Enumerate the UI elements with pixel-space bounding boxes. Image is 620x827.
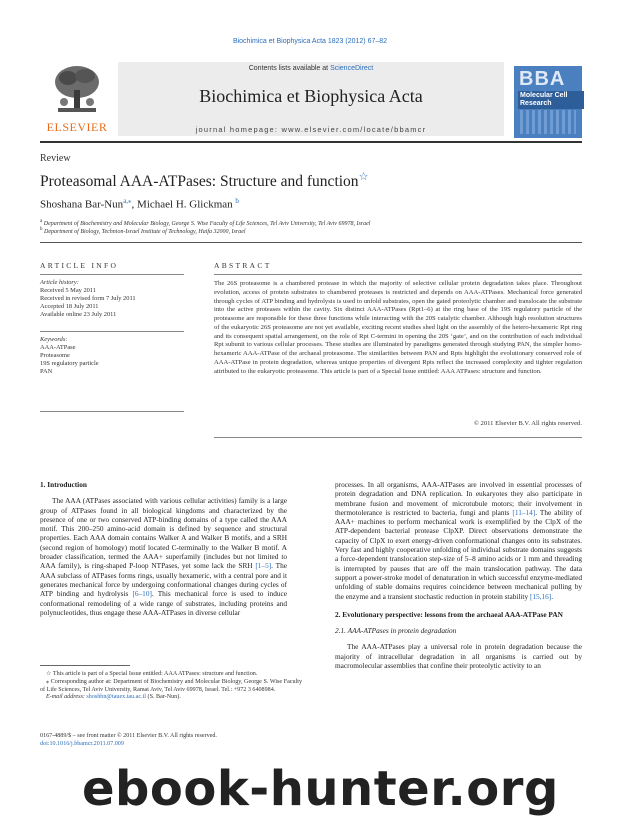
text-run: . <box>551 591 554 601</box>
footnote-special-issue: ☆ This article is part of a Special Issue entitled: AAA ATPases: structure and function. <box>46 671 258 677</box>
affiliation-b-text: Department of Biology, Technion-Israel Institute of Technology, Haifa 32000, Israel <box>44 229 246 235</box>
abstract-rule-bottom <box>214 437 582 438</box>
body-column-left <box>40 480 287 617</box>
affiliation-a-mark: a <box>40 219 43 224</box>
footnote-rule <box>40 665 130 666</box>
elsevier-tree-icon <box>50 62 104 116</box>
article-info-rule-bottom <box>40 411 184 412</box>
cover-title: BBA <box>519 68 566 90</box>
email-label: E-mail address: <box>46 694 87 701</box>
cover-subtitle: Molecular Cell Research <box>518 91 584 109</box>
section-2-1-paragraph: The AAA-ATPases play a universal role in protein degradation because the majority of intracellular degradation in all organisms is carried out by macromolecular assemblies that confine their proteolytic activity to an <box>335 642 582 671</box>
issn-block <box>40 733 217 749</box>
affiliation-rule <box>40 242 582 243</box>
article-title <box>40 170 368 191</box>
article-info-heading: ARTICLE INFO <box>40 261 119 270</box>
article-title-text: Proteasomal AAA-ATPases: Structure and function <box>40 173 359 191</box>
copyright: © 2011 Elsevier B.V. All rights reserved. <box>473 420 582 427</box>
doi-link[interactable]: doi:10.1016/j.bbamcr.2011.07.009 <box>40 740 124 747</box>
history-item: Accepted 18 July 2011 <box>40 303 99 311</box>
cover-pattern <box>520 110 576 134</box>
contents-line <box>118 65 504 72</box>
text-run: The AAA (ATPases associated with various cellular activities) family is a large group of ATPases found in all biological kingdoms and characterized by the presence of one or two conserved ATP-binding domains of a type called the AAA motif. This 200–250 amino-acid domain is defined by sequence and structural properties. Each AAA domain contains Walker A and Walker B motifs, and a SRH (second region of homology) motif located C-terminally to the Walker B motif. A broader classification, termed the AAA+ superfamily (includes but not limited to AAA family), is ring-shaped P-loop NTPases, yet some lack the SRH <box>40 496 287 571</box>
sciencedirect-link[interactable]: ScienceDirect <box>330 65 374 72</box>
title-footnote-mark[interactable]: ☆ <box>358 171 369 183</box>
citation-link[interactable]: [11–14] <box>512 507 536 517</box>
journal-title: Biochimica et Biophysica Acta <box>199 86 423 106</box>
watermark-text: ebook-hunter.org <box>82 761 559 817</box>
footnote-corresponding: ⁎ Corresponding author at: Department of Biochemistry and Molecular Biology, George S. Wise Faculty of Life Sciences, Tel Aviv University, Ramat Aviv, Tel Aviv 69978, Israel. Tel.: +972 3 6408984. <box>40 678 302 693</box>
article-info-rule-top <box>40 274 184 275</box>
section-2-1-heading: 2.1. AAA-ATPases in protein degradation <box>335 626 457 636</box>
keyword: Proteasome <box>40 352 70 360</box>
journal-cover-image[interactable] <box>514 66 582 138</box>
article-type: Review <box>40 153 71 164</box>
history-item: Received 5 May 2011 <box>40 287 97 294</box>
abstract-heading: ABSTRACT <box>214 261 272 270</box>
contents-prefix: Contents lists available at <box>248 65 331 72</box>
citation-link[interactable]: [1–5] <box>255 561 272 571</box>
keyword: PAN <box>40 368 53 376</box>
journal-reference[interactable]: Biochimica et Biophysica Acta 1823 (2012) 67–82 <box>232 38 388 45</box>
body-column-right <box>335 480 582 670</box>
author-1: Shoshana Bar-Nun <box>40 198 124 211</box>
section-2-heading: 2. Evolutionary perspective: lessons from the archaeal AAA-ATPase PAN <box>335 609 563 619</box>
watermark <box>82 756 620 827</box>
authors <box>40 197 239 211</box>
journal-homepage[interactable]: journal homepage: www.elsevier.com/locate/bbamcr <box>195 125 427 134</box>
footnote-email <box>40 694 302 702</box>
text-run: . This mechanical force is used to induce conformational remodeling of a wide range of substrates, including proteins and polynucleotides, thus engage these AAA-ATPases in diverse cellular <box>40 589 287 617</box>
intro-paragraph <box>40 496 287 617</box>
email-suffix: (S. Bar-Nun). <box>146 694 181 701</box>
citation-link[interactable]: [6–10] <box>132 589 152 599</box>
right-paragraph <box>335 480 582 601</box>
affiliation-b <box>40 227 246 235</box>
abstract-text: The 26S proteasome is a chambered protease in which the majority of selective cellular protein degradation takes place. Throughout evolution, access of protein substrates to chambered proteases is restricted and depends on AAA-ATPases. Mechanical force generated through cycles of ATP binding and hydrolysis is used to unfold substrates, open the gated proteolytic chamber and translocate the substrate into the active proteases within the cavity. Six distinct AAA-ATPases (Rpt1–6) at the ring base of the 19S regulatory particle of the proteasome are responsible for these three functions while interacting with the 20S catalytic chamber. Although high resolution structures of the eukaryotic 26S proteasome are not yet available, exciting recent studies shed light on the assembly of the hetero-hexameric Rpt ring and its consequent spatial arrangement, on the role of Rpt C-termini in opening the 20S ‘gate’, and on the contribution of each individual Rpt subunit to various cellular processes. These studies are illuminated by paradigms generated through studying PAN, the simpler homo-hexameric AAA-ATPase of the archaeal proteasome. The similarities between PAN and Rpts highlight the evolutionary conserved role of AAA-ATPase in protein degradation, whereas unique properties of divergent Rpts reflect the increased complexity and tighter regulation attributed to the eukaryotic proteasome. This article is part of a Special Issue entitled: AAA ATPases: structure and function. <box>214 280 582 375</box>
footnotes <box>40 671 302 702</box>
author-2: Michael H. Glickman <box>137 198 233 211</box>
email-link[interactable]: shoshbn@tauex.tau.ac.il <box>86 694 147 701</box>
text-run: processes. In all organisms, AAA-ATPases are involved in essential processes of protein degradation and DNA replication. In eukaryotes they also participate in membrane fusion and movement of microtubule motors; their involvement in thermotolerance is restricted to bacteria, fungi and plants <box>335 480 582 517</box>
intro-heading: 1. Introduction <box>40 480 87 489</box>
affiliation-a-text: Department of Biochemistry and Molecular Biology, George S. Wise Faculty of Life Sciences, Tel Aviv University, Tel Aviv 69978, Israel <box>43 221 371 227</box>
citation-link[interactable]: [15,16] <box>529 591 552 601</box>
affiliation-b-mark: b <box>40 227 43 232</box>
author-separator: , <box>131 198 138 211</box>
text-run: . The ability of AAA+ machines to perform mechanical work is exemplified by the ClpX of the ATP-dependent bacterial protease ClpXP. Direct observations demonstrate the capacity of ClpX to exert energy-driven conformational changes onto its substrates. Very fast and highly cooperative unfolding of individual substrate domains suggests a force-dependent translocation step-size of 5–8 amino acids or 1 mm and threading is interrupted by pauses that are off the main translocation pathway. The data support a power-stroke model of denaturation in which successful enzyme-mediated unfolding of stable domains requires coincidence between mechanical pulling by the enzyme and a transient stochastic reduction in protein stability <box>335 507 582 601</box>
issn-line: 0167-4889/$ – see front matter © 2011 Elsevier B.V. All rights reserved. <box>40 733 217 739</box>
keyword: AAA-ATPase <box>40 344 76 351</box>
keyword: 19S regulatory particle <box>40 360 99 368</box>
header-rule <box>40 141 582 143</box>
elsevier-logo[interactable] <box>40 60 114 136</box>
affiliation-a <box>40 219 370 227</box>
history-item: Available online 23 July 2011 <box>40 311 117 319</box>
history-list <box>40 287 136 319</box>
history-item: Received in revised form 7 July 2011 <box>40 295 136 303</box>
elsevier-wordmark: ELSEVIER <box>46 120 108 134</box>
keywords-list <box>40 344 99 376</box>
history-label: Article history: <box>40 279 79 286</box>
text-run: . The AAA subclass of ATPases forms rings, usually hexameric, with a central pore and it generates mechanical force by undergoing conformational changes during cycles of ATP binding and hydrolysis <box>40 561 287 599</box>
keywords-label: Keywords: <box>40 336 68 343</box>
article-info-rule-mid <box>40 331 184 332</box>
author-1-sup[interactable]: a,⁎ <box>123 197 132 205</box>
author-2-sup[interactable]: b <box>235 197 239 205</box>
abstract-rule-top <box>214 274 582 275</box>
